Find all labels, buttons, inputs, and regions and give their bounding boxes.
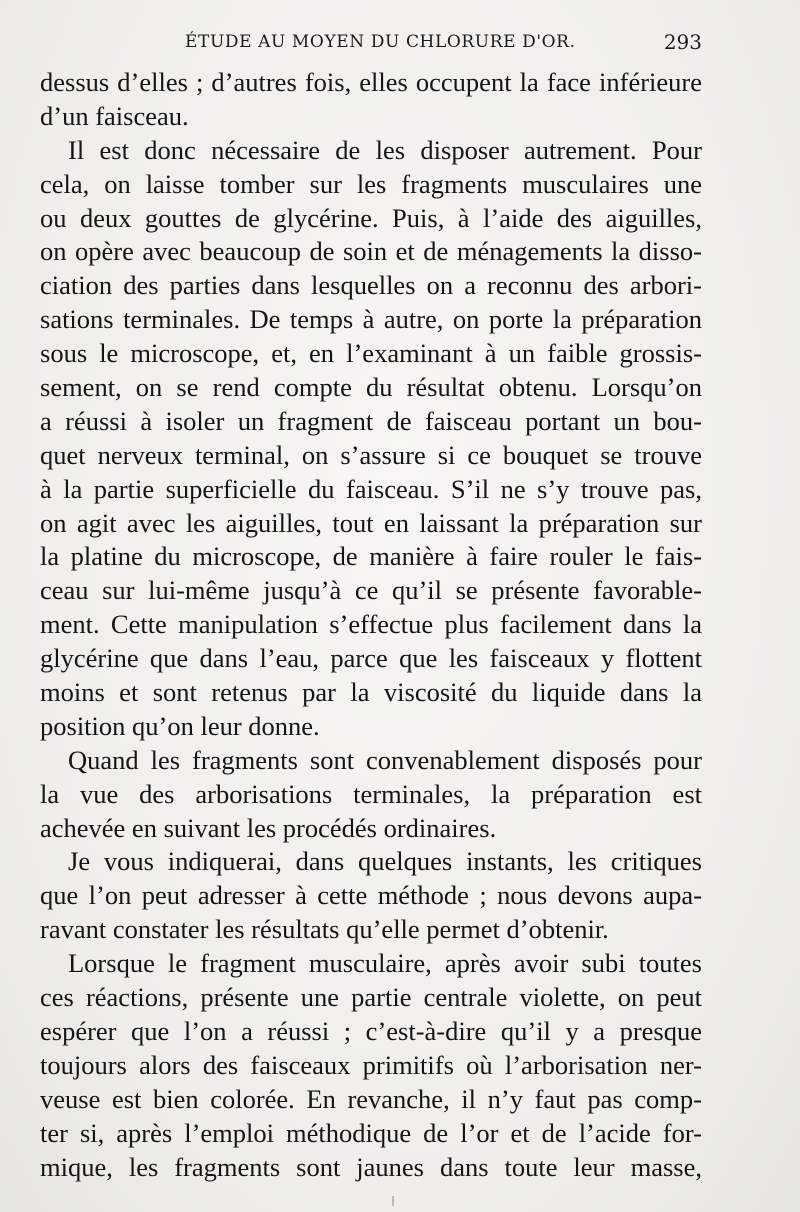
text-line: Je vous indiquerai, dans quelques instants, les critiques xyxy=(68,846,702,877)
text-line: Il est donc nécessaire de les disposer autrement. Pour xyxy=(68,134,702,165)
text-line: a réussi à isoler un fragment de faisceau portant un bou- xyxy=(40,405,702,436)
text-line: on agit avec les aiguilles, tout en laissant la préparation sur xyxy=(40,507,702,538)
page-number: 293 xyxy=(663,30,702,54)
text-line: on opère avec beaucoup de soin et de ménagements la disso- xyxy=(40,236,702,267)
text-line: Quand les fragments sont convenablement disposés pour xyxy=(68,744,702,775)
text-line: glycérine que dans l’eau, parce que les faisceaux y flottent xyxy=(40,643,702,674)
running-title: ÉTUDE AU MOYEN DU CHLORURE D'OR. xyxy=(185,32,576,52)
text-line: achevée en suivant les procédés ordinaires. xyxy=(40,812,497,843)
text-line: quet nerveux terminal, on s’assure si ce bouquet se trouve xyxy=(40,439,702,470)
body-text xyxy=(40,66,702,1184)
text-line: sement, on se rend compte du résultat obtenu. Lorsqu’on xyxy=(40,372,702,403)
text-line: ciation des parties dans lesquelles on a reconnu des arbori- xyxy=(40,270,702,301)
text-line: à la partie superficielle du faisceau. S’il ne s’y trouve pas, xyxy=(40,473,702,504)
text-line: moins et sont retenus par la viscosité du liquide dans la xyxy=(40,677,702,708)
text-line: Lorsque le fragment musculaire, après avoir subi toutes xyxy=(68,948,702,979)
text-line: sous le microscope, et, en l’examinant à un faible grossis- xyxy=(40,338,702,369)
text-line: veuse est bien colorée. En revanche, il n’y faut pas comp- xyxy=(40,1083,702,1114)
text-line: ment. Cette manipulation s’effectue plus facilement dans la xyxy=(40,609,702,640)
text-line: espérer que l’on a réussi ; c’est-à-dire qu’il y a presque xyxy=(40,1015,702,1046)
text-line: d’un faisceau. xyxy=(40,100,189,131)
text-line: dessus d’elles ; d’autres fois, elles occupent la face inférieure xyxy=(40,67,702,97)
text-line: la vue des arborisations terminales, la préparation est xyxy=(40,778,702,809)
page-edge-mark xyxy=(392,1196,394,1206)
text-line: que l’on peut adresser à cette méthode ; nous devons aupa- xyxy=(40,880,702,911)
text-line: ces réactions, présente une partie centrale violette, on peut xyxy=(40,982,702,1013)
text-line: toujours alors des faisceaux primitifs où l’arborisation ner- xyxy=(40,1049,702,1080)
text-line: ravant constater les résultats qu’elle permet d’obtenir. xyxy=(40,914,609,945)
text-line: sations terminales. De temps à autre, on porte la préparation xyxy=(40,304,702,335)
running-head xyxy=(40,28,702,64)
text-line: mique, les fragments sont jaunes dans toute leur masse, xyxy=(40,1151,702,1182)
text-line: ter si, après l’emploi méthodique de l’or et de l’acide for- xyxy=(40,1117,702,1148)
text-line: cela, on laisse tomber sur les fragments musculaires une xyxy=(40,168,702,199)
text-line: la platine du microscope, de manière à faire rouler le fais- xyxy=(40,541,702,572)
text-line: ceau sur lui-même jusqu’à ce qu’il se présente favorable- xyxy=(40,575,702,606)
text-line: ou deux gouttes de glycérine. Puis, à l’aide des aiguilles, xyxy=(40,202,702,233)
text-line: position qu’on leur donne. xyxy=(40,710,320,741)
